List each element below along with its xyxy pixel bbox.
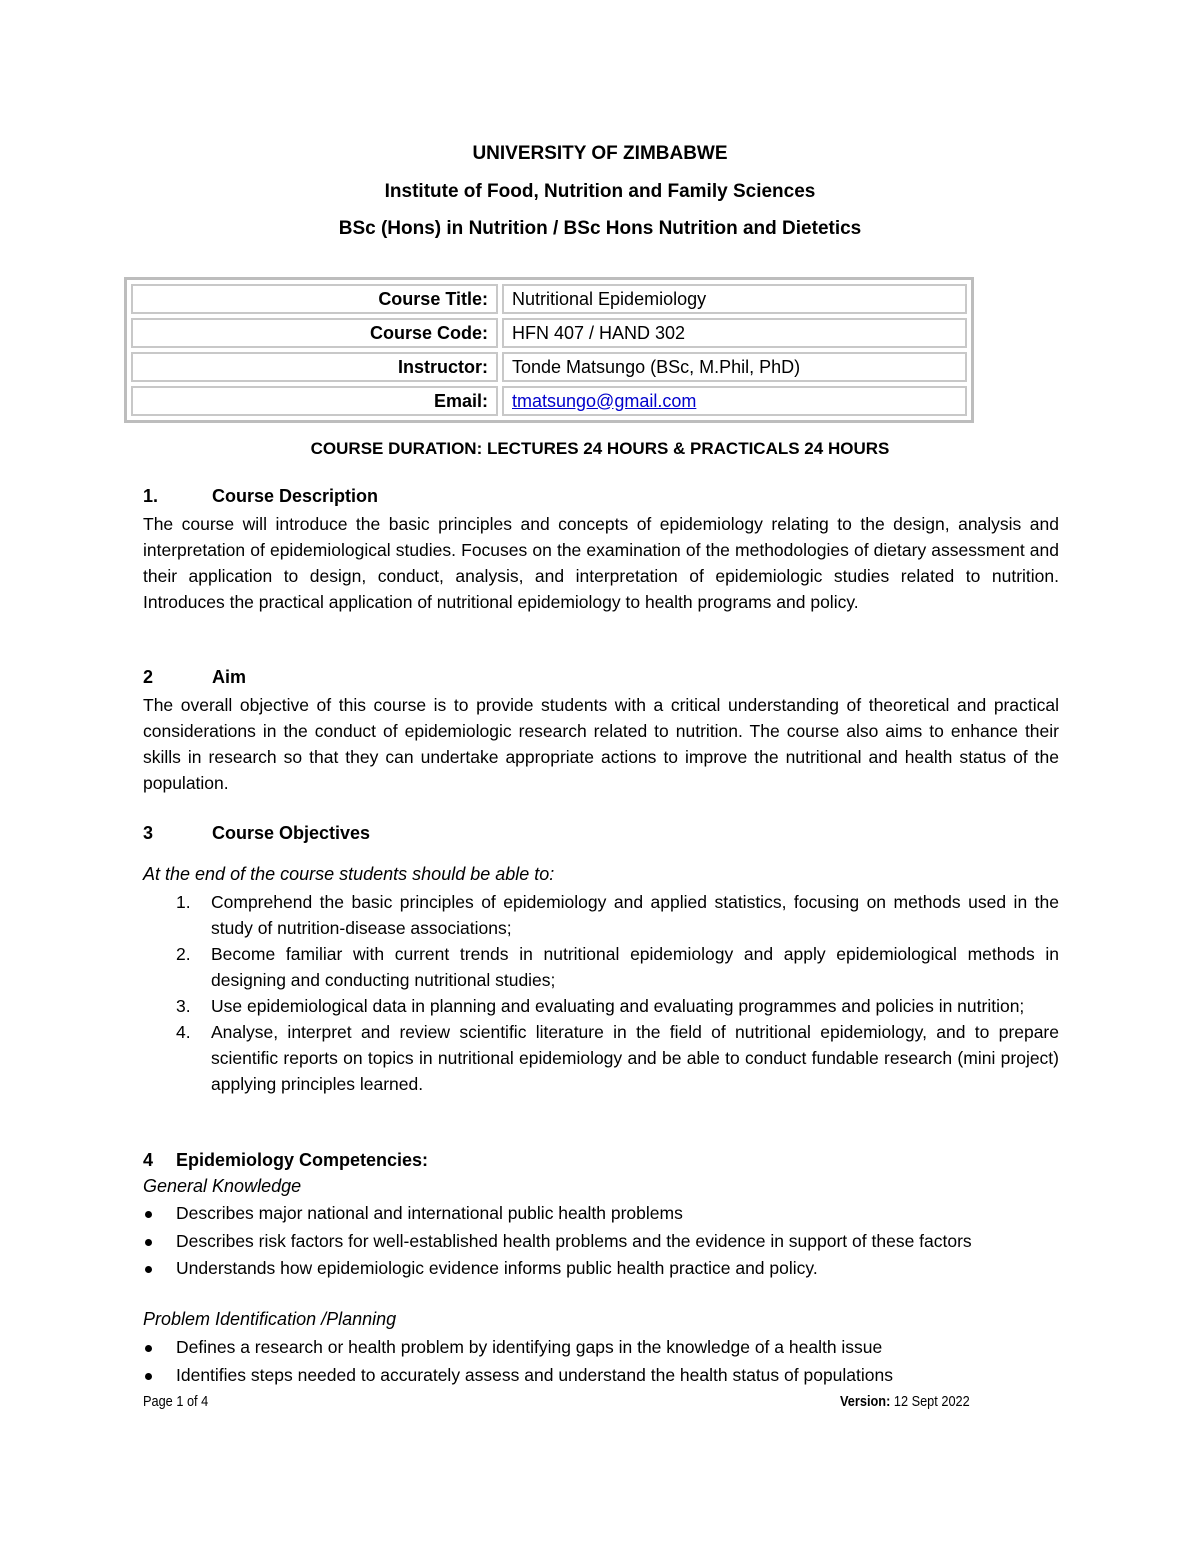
course-duration: COURSE DURATION: LECTURES 24 HOURS & PRACTICALS 24 HOURS	[310, 439, 890, 458]
general-knowledge-list	[143, 1200, 1073, 1283]
bullet-icon	[145, 1211, 152, 1218]
instructor-value: Tonde Matsungo (BSc, M.Phil, PhD)	[502, 352, 967, 382]
item-text: Describes risk factors for well-established health problems and the evidence in support of these factors	[176, 1230, 972, 1251]
item-text: Become familiar with current trends in nutritional epidemiology and apply epidemiological methods in designing and conducting nutritional studies;	[211, 944, 1059, 990]
item-text: Identifies steps needed to accurately assess and understand the health status of populations	[176, 1364, 894, 1385]
item-text: Comprehend the basic principles of epidemiology and applied statistics, focusing on methods used in the study of nutrition-disease associations;	[211, 892, 1059, 938]
table-row	[131, 386, 967, 416]
course-title-value: Nutritional Epidemiology	[502, 284, 967, 314]
planning-list	[143, 1334, 1073, 1389]
course-code-value: HFN 407 / HAND 302	[502, 318, 967, 348]
item-text: Use epidemiological data in planning and evaluating and evaluating programmes and policies in nutrition;	[211, 996, 1025, 1016]
course-title-label: Course Title:	[131, 284, 498, 314]
list-item	[143, 1362, 1073, 1390]
planning-title: Problem Identification /Planning	[143, 1309, 397, 1329]
institute-title: Institute of Food, Nutrition and Family Sciences	[384, 181, 816, 202]
version-value: 12 Sept 2022	[893, 1393, 970, 1410]
bullet-icon	[145, 1266, 152, 1273]
version-info	[840, 1393, 970, 1410]
section-title: Course Description	[212, 486, 379, 506]
programme-title: BSc (Hons) in Nutrition / BSc Hons Nutrition and Dietetics	[338, 218, 862, 239]
email-cell	[502, 386, 967, 416]
instructor-label: Instructor:	[131, 352, 498, 382]
section-title: Course Objectives	[212, 823, 371, 843]
list-item	[143, 1255, 1073, 1283]
bullet-icon	[145, 1345, 152, 1352]
page-number: Page 1 of 4	[143, 1393, 209, 1410]
course-code-label: Course Code:	[131, 318, 498, 348]
version-label: Version:	[840, 1393, 891, 1410]
item-text: Describes major national and international public health problems	[176, 1203, 683, 1223]
section-number: 4	[143, 1150, 154, 1170]
list-item	[143, 1334, 1073, 1362]
item-number: 3.	[176, 996, 191, 1016]
list-item	[143, 993, 1059, 1019]
university-title: UNIVERSITY OF ZIMBABWE	[472, 143, 728, 164]
objectives-intro: At the end of the course students should be able to:	[143, 864, 555, 884]
section-title: Epidemiology Competencies:	[176, 1150, 429, 1170]
item-text: Understands how epidemiologic evidence informs public health practice and policy.	[176, 1258, 818, 1278]
bullet-icon	[145, 1373, 152, 1380]
item-text: Analyse, interpret and review scientific literature in the field of nutritional epidemiology, and to prepare scientific reports on topics in nutritional epidemiology and be able to conduct fundable research (mini project) applying principles learned.	[211, 1022, 1059, 1094]
list-item	[143, 1200, 1073, 1228]
item-number: 2.	[176, 944, 191, 964]
section-number: 3	[143, 823, 154, 843]
course-description-text: The course will introduce the basic principles and concepts of epidemiology relating to the design, analysis and interpretation of epidemiological studies. Focuses on the examination of the methodologies of dietary assessment and their application to design, conduct, analysis, and interpretation of epidemiologic studies related to nutrition. Introduces the practical application of nutritional epidemiology to health programs and policy.	[143, 514, 1059, 612]
section-number: 1.	[143, 486, 159, 506]
section-title: Aim	[212, 667, 247, 687]
item-text: Defines a research or health problem by identifying gaps in the knowledge of a health issue	[176, 1337, 883, 1357]
list-item	[143, 1019, 1059, 1097]
aim-text: The overall objective of this course is to provide students with a critical understanding of theoretical and practical considerations in the conduct of epidemiologic research related to nutrition. The course also aims to enhance their skills in research so that they can undertake appropriate actions to improve the nutritional and health status of the population.	[143, 695, 1059, 793]
list-item	[143, 941, 1059, 993]
email-link[interactable]: tmatsungo@gmail.com	[512, 390, 697, 411]
objectives-list	[143, 889, 1059, 1097]
list-item	[143, 1228, 1073, 1256]
list-item	[143, 889, 1059, 941]
email-label: Email:	[131, 386, 498, 416]
item-number: 4.	[176, 1022, 191, 1042]
table-row	[131, 284, 967, 314]
section-number: 2	[143, 667, 154, 687]
table-row	[131, 352, 967, 382]
general-knowledge-title: General Knowledge	[143, 1176, 302, 1196]
bullet-icon	[145, 1239, 152, 1246]
course-info-table	[124, 277, 974, 423]
item-number: 1.	[176, 892, 191, 912]
table-row	[131, 318, 967, 348]
